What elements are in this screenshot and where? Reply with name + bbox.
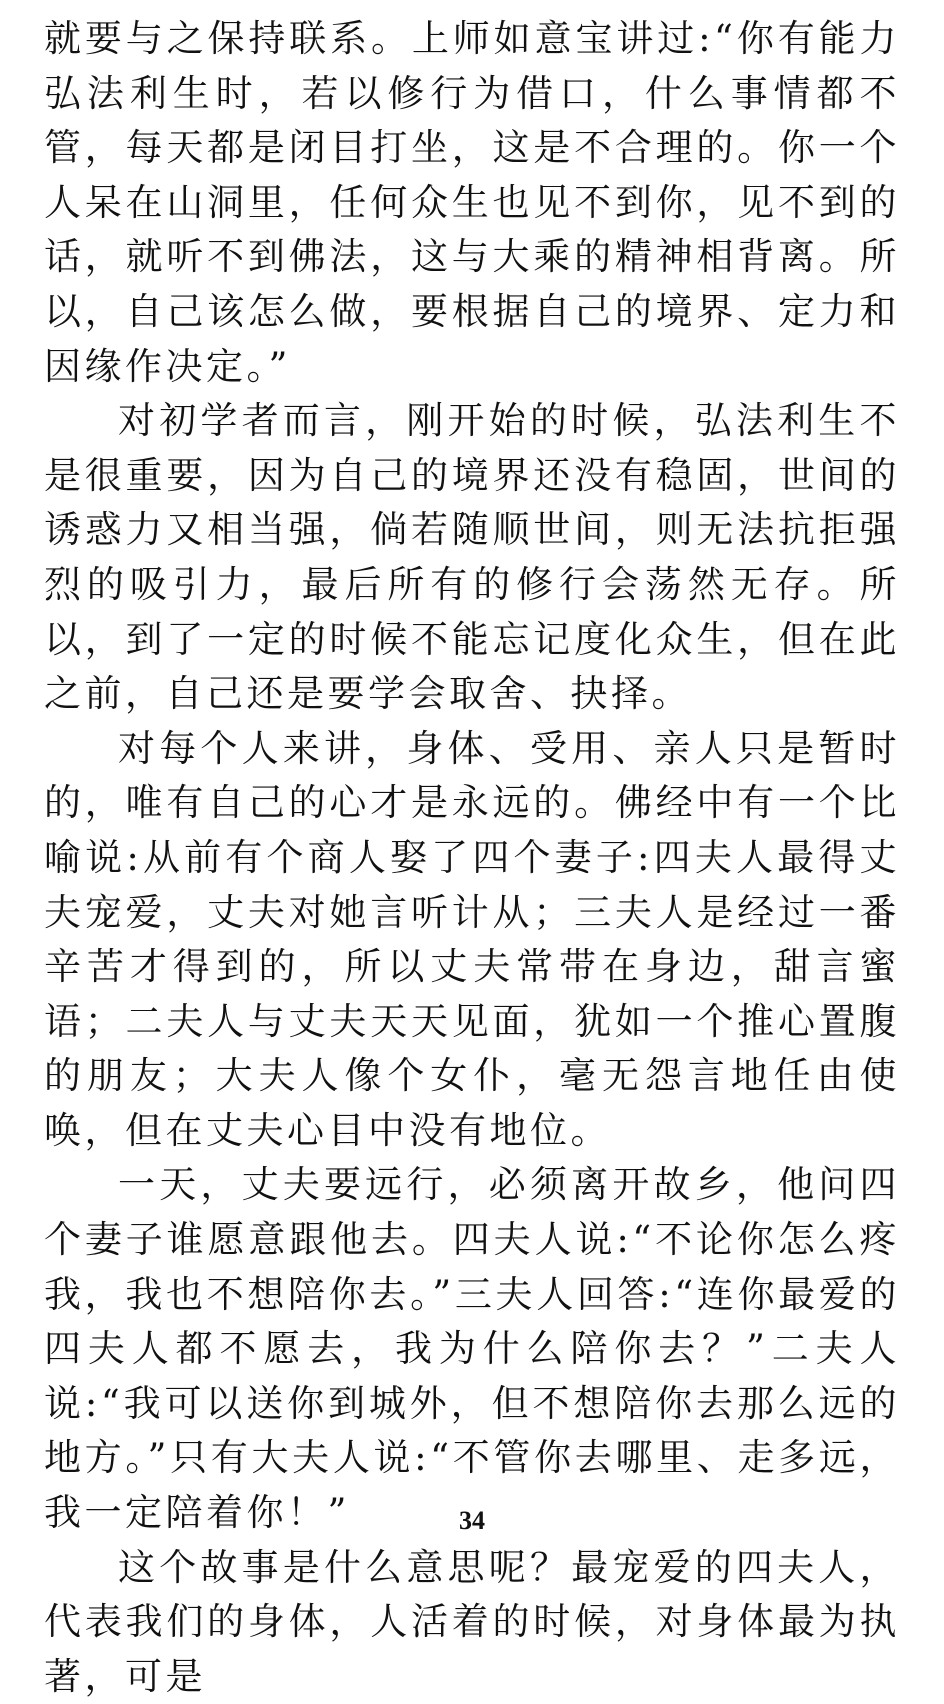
paragraph-beginners: 对初学者而言，刚开始的时候，弘法利生不是很重要，因为自己的境界还没有稳固，世间的诱惑力又相当强，倘若随顺世间，则无法抗拒强烈的吸引力，最后所有的修行会荡然无存。所以，到了一定的时候不能忘记度化众生，但在此之前，自己还是要学会取舍、抉择。 [44, 399, 900, 716]
body-text [44, 12, 900, 1704]
page-number: 34 [459, 1506, 485, 1535]
paragraph-parable-intro: 对每个人来讲，身体、受用、亲人只是暂时的，唯有自己的心才是永远的。佛经中有一个比喻说:从前有个商人娶了四个妻子:四夫人最得丈夫宠爱，丈夫对她言听计从；三夫人是经过一番辛苦才得到的，所以丈夫常带在身边，甜言蜜语；二夫人与丈夫天天见面，犹如一个推心置腹的朋友；大夫人像个女仆，毫无怨言地任由使唤，但在丈夫心目中没有地位。 [44, 726, 900, 1152]
paragraph-continuation: 就要与之保持联系。上师如意宝讲过:“你有能力弘法利生时，若以修行为借口，什么事情都不管，每天都是闭目打坐，这是不合理的。你一个人呆在山洞里，任何众生也见不到你，见不到的话，就听不到佛法，这与大乘的精神相背离。所以，自己该怎么做，要根据自己的境界、定力和因缘作决定。” [44, 17, 900, 388]
paragraph-parable-journey: 一天，丈夫要远行，必须离开故乡，他问四个妻子谁愿意跟他去。四夫人说:“不论你怎么疼我，我也不想陪你去。”三夫人回答:“连你最爱的四夫人都不愿去，我为什么陪你去？”二夫人说:“我可以送你到城外，但不想陪你去那么远的地方。”只有大夫人说:“不管你去哪里、走多远，我一定陪着你！” [44, 1163, 900, 1535]
paragraph-parable-meaning: 这个故事是什么意思呢？最宠爱的四夫人，代表我们的身体，人活着的时候，对身体最为执著，可是 [44, 1545, 900, 1698]
